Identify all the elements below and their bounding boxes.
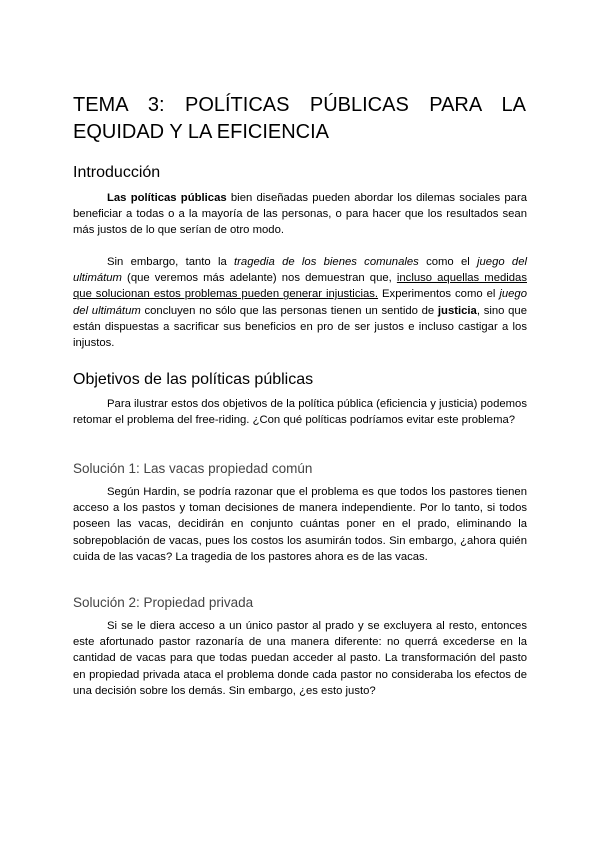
bold-text: justicia — [437, 304, 477, 317]
section-heading-objetivos: Objetivos de las políticas públicas — [73, 371, 314, 388]
text-run: Experimentos como el — [378, 288, 500, 301]
title-line-1: TEMA 3: POLÍTICAS PÚBLICAS PARA LA — [73, 94, 526, 116]
text-run: , sino que están dispuestas a sacrificar sus beneficios en pro de ser justos e incluso castigar a los injustos. — [73, 304, 527, 350]
text-run: Según Hardin, se podría razonar que el problema es que todos los pastores tienen acceso a los pastos y toman decisiones de manera independiente. Por lo tanto, si todos poseen las vacas, decidirán en conjunto cuántas poner en el prado, eliminando la sobrepoblación de vacas, pues los costos los asumirán todos. Sin embargo, ¿ahora quién cuida de las vacas? La tragedia de los pastores ahora es de las vacas. — [73, 486, 527, 563]
text-run: Si se le diera acceso a un único pastor al prado y se excluyera al resto, entonces este afortunado pastor razonaría de una manera diferente: no querrá excederse en la cantidad de vacas para que todas puedan acceder al pasto. La transformación del pasto en propiedad privada ataca el problema donde cada pastor no consideraba los efectos de una decisión sobre los demás. Sin embargo, ¿es esto justo? — [73, 620, 527, 697]
italic-text: juego del ultimátum — [73, 288, 528, 317]
italic-text: juego del ultimátum — [73, 256, 527, 285]
italic-text: tragedia de los bienes comunales — [234, 256, 419, 268]
text-run: bien diseñadas pueden abordar los dilemas sociales para beneficiar a todas o a la mayoría de las personas, o para hacer que los resultados sean más justos de lo que serían de otro modo. — [73, 192, 527, 237]
section-heading-introduccion: Introducción — [73, 164, 161, 181]
intro-paragraph-2 — [73, 254, 527, 351]
text-run: Sin embargo, tanto la — [107, 256, 235, 268]
solucion-2-paragraph — [73, 618, 527, 699]
text-run: (que veremos más adelante) nos demuestran que, — [121, 272, 397, 285]
text-run: Para ilustrar estos dos objetivos de la política pública (eficiencia y justicia) podemos retomar el problema del free-riding. ¿Con qué políticas podríamos evitar este problema? — [73, 398, 527, 427]
underlined-text: incluso aquellas medidas que solucionan estos problemas pueden generar injusticias. — [73, 272, 527, 301]
objetivos-paragraph — [73, 396, 527, 428]
page-title — [73, 92, 526, 146]
subsection-heading-solucion-1: Solución 1: Las vacas propiedad común — [73, 461, 313, 476]
title-line-2: EQUIDAD Y LA EFICIENCIA — [73, 121, 330, 143]
text-run: concluyen no sólo que las personas tienen un sentido de — [140, 304, 438, 317]
subsection-heading-solucion-2: Solución 2: Propiedad privada — [73, 595, 254, 610]
intro-paragraph-1 — [73, 190, 527, 239]
solucion-1-paragraph — [73, 484, 527, 565]
bold-text: Las políticas públicas — [107, 192, 227, 204]
text-run: como el — [418, 256, 478, 268]
